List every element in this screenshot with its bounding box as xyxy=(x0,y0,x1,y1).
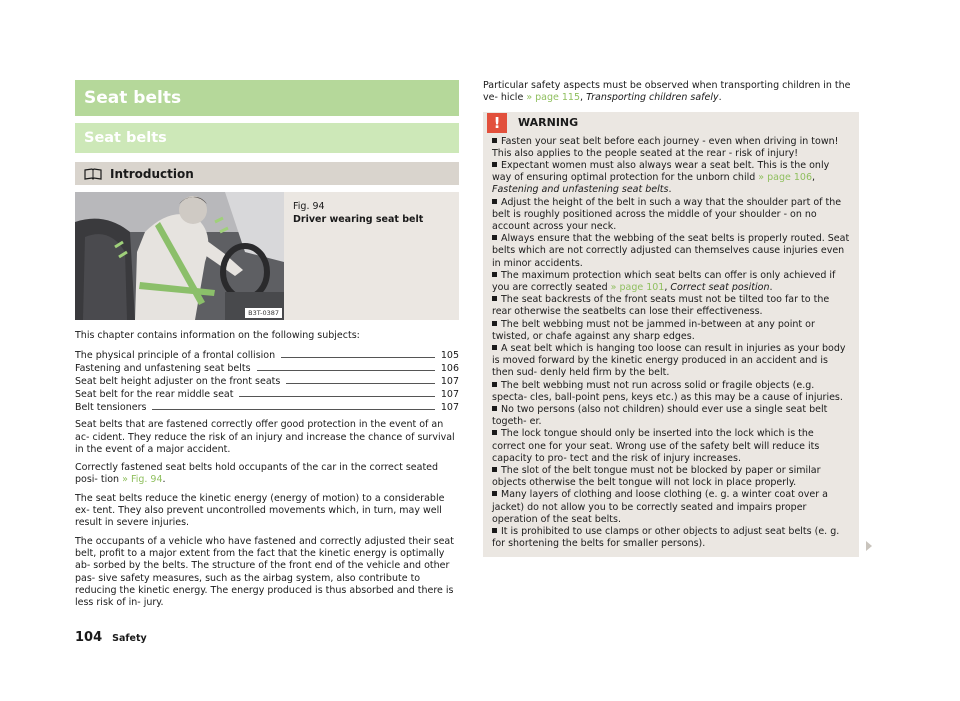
children-safety-end: . xyxy=(718,92,722,104)
bullet-square-icon xyxy=(492,321,497,326)
figure-caption xyxy=(293,200,423,226)
figure-title: Driver wearing seat belt xyxy=(293,214,424,225)
toc-entry[interactable] xyxy=(75,348,459,361)
paragraph-2-text: Correctly fastened seat belts hold occupants of the car in the correct seated posi- tion xyxy=(75,462,439,486)
open-book-icon xyxy=(84,168,102,180)
warning-page-link[interactable]: » page 101 xyxy=(610,282,665,294)
toc-leader-line xyxy=(239,396,434,397)
warning-item xyxy=(492,294,850,318)
warning-title: WARNING xyxy=(518,116,579,130)
warning-item xyxy=(492,233,850,270)
warning-item-text: Expectant women must also always wear a seat belt. This is the only way of ensuring optimal protection for the unborn child xyxy=(492,160,830,184)
bullet-square-icon xyxy=(492,296,497,301)
toc-entry-title: Seat belt height adjuster on the front seats xyxy=(75,376,281,388)
toc-leader-line xyxy=(257,370,435,371)
warning-item-text: A seat belt which is hanging too loose can result in injuries as your body is moved forward by the kinetic energy produced in an accident and is then sud- denly held firm by the belt. xyxy=(492,343,846,379)
warning-list xyxy=(483,136,859,551)
bullet-square-icon xyxy=(492,235,497,240)
toc-leader-line xyxy=(281,357,435,358)
figure-label: Fig. 94 xyxy=(293,201,325,212)
warning-item-text: The lock tongue should only be inserted into the lock which is the correct one for your seat. Wrong use of the safety belt will reduce its capacity to pro- tect and the risk of injury increases. xyxy=(492,428,820,464)
warning-item-ref-title: Correct seat position xyxy=(670,282,770,294)
children-safety-paragraph xyxy=(483,80,859,105)
subjects-intro: This chapter contains information on the following subjects: xyxy=(75,330,360,341)
right-column xyxy=(483,80,859,557)
toc-entry-title: The physical principle of a frontal collision xyxy=(75,350,276,362)
bullet-square-icon xyxy=(492,382,497,387)
bullet-square-icon xyxy=(492,272,497,277)
bullet-square-icon xyxy=(492,345,497,350)
warning-item xyxy=(492,465,850,489)
warning-item-text: It is prohibited to use clamps or other objects to adjust seat belts (e. g. for shortening the belts for smaller persons). xyxy=(492,526,840,550)
warning-header xyxy=(483,112,859,134)
toc-entry-title: Fastening and unfastening seat belts xyxy=(75,363,251,375)
warning-item xyxy=(492,526,850,550)
warning-item xyxy=(492,197,850,234)
toc-entry-title: Belt tensioners xyxy=(75,402,147,414)
warning-item-text: No two persons (also not children) should ever use a single seat belt togeth- er. xyxy=(492,404,828,428)
warning-box xyxy=(483,112,859,557)
bullet-square-icon xyxy=(492,491,497,496)
page-footer xyxy=(75,630,147,645)
toc-entry-title: Seat belt for the rear middle seat xyxy=(75,389,234,401)
warning-item-sep: , xyxy=(664,282,671,294)
toc-entry[interactable] xyxy=(75,387,459,400)
page-number: 104 xyxy=(75,630,103,645)
figure-code: B3T-0387 xyxy=(245,308,282,318)
footer-section: Safety xyxy=(112,633,147,644)
chapter-heading: Seat belts xyxy=(75,80,459,116)
toc-entry[interactable] xyxy=(75,374,459,387)
introduction-label: Introduction xyxy=(110,166,194,181)
bullet-square-icon xyxy=(492,199,497,204)
driver-seat-belt-illustration xyxy=(75,192,284,320)
toc-leader-line xyxy=(286,383,435,384)
bullet-square-icon xyxy=(492,528,497,533)
warning-item-end: . xyxy=(769,282,773,294)
toc-entry[interactable] xyxy=(75,400,459,413)
bullet-square-icon xyxy=(492,406,497,411)
toc-entry-page: 107 xyxy=(440,389,459,401)
warning-item-text: Fasten your seat belt before each journey - even when driving in town! This also applies to the people seated at the rear - risk of injury! xyxy=(492,135,839,159)
warning-item-ref-title: Fastening and unfastening seat belts xyxy=(492,184,669,196)
warning-item-text: Many layers of clothing and loose clothing (e. g. a winter coat over a jacket) do not allow you to be correctly seated and impairs proper operation of the seat belts. xyxy=(492,489,828,525)
page-115-link[interactable]: » page 115 xyxy=(526,92,581,104)
warning-item-sep: , xyxy=(812,172,816,184)
warning-item-text: The belt webbing must not be jammed in-between at any point or twisted, or chafe against any sharp edges. xyxy=(492,318,815,342)
warning-item-text: The slot of the belt tongue must not be blocked by paper or similar objects otherwise the belt tongue will not lock in place properly. xyxy=(492,465,821,489)
warning-item xyxy=(492,160,850,197)
warning-item-text: Always ensure that the webbing of the seat belts is properly routed. Seat belts which are not correctly adjusted can themselves cause injuries even in minor accidents. xyxy=(492,233,850,269)
bullet-square-icon xyxy=(492,467,497,472)
paragraph-2 xyxy=(75,462,459,487)
warning-item-text: The maximum protection which seat belts can offer is only achieved if you are correctly seated xyxy=(492,269,836,294)
warning-item-text: The seat backrests of the front seats must not be tilted too far to the rear otherwise the seatbelts can lose their effectiveness. xyxy=(492,294,830,318)
table-of-contents xyxy=(75,348,459,413)
warning-item xyxy=(492,404,850,428)
continued-arrow-icon xyxy=(866,541,872,551)
paragraph-2-end: . xyxy=(162,474,166,486)
fig-94-link[interactable]: » Fig. 94 xyxy=(122,474,163,486)
paragraph-3: The seat belts reduce the kinetic energy (energy of motion) to a considerable ex- tent. They also prevent uncontrolled movements which, in turn, may well result in severe injuries. xyxy=(75,492,445,529)
warning-item xyxy=(492,428,850,465)
warning-item xyxy=(492,319,850,343)
warning-item xyxy=(492,270,850,294)
toc-leader-line xyxy=(152,409,434,410)
bullet-square-icon xyxy=(492,138,497,143)
toc-entry-page: 106 xyxy=(440,363,459,375)
paragraph-4: The occupants of a vehicle who have fastened and correctly adjusted their seat belt, profit to a major extent from the fact that the kinetic energy is optimally ab- sorbed by the belts. The structure of the front end of the vehicle and other pas- sive safety measures, such as the airbag system, also contribute to reducing the kinetic energy. The energy produced is thus absorbed and there is less risk of in- jury. xyxy=(75,535,454,609)
paragraph-1: Seat belts that are fastened correctly offer good protection in the event of an ac- cident. They reduce the risk of an injury and increase the chance of survival in the event of a major accident. xyxy=(75,419,455,455)
warning-item xyxy=(492,136,850,160)
warning-page-link[interactable]: » page 106 xyxy=(758,172,813,184)
toc-entry-page: 105 xyxy=(440,350,459,362)
toc-entry[interactable] xyxy=(75,361,459,374)
toc-entry-page: 107 xyxy=(440,376,459,388)
warning-item-text: Adjust the height of the belt in such a way that the shoulder part of the belt is roughly positioned across the middle of your shoulder - on no account across your neck. xyxy=(492,196,842,233)
children-safety-sep: , xyxy=(580,92,587,104)
bullet-square-icon xyxy=(492,430,497,435)
warning-item xyxy=(492,380,850,404)
bullet-square-icon xyxy=(492,162,497,167)
children-safety-title: Transporting children safely xyxy=(586,92,719,104)
children-safety-text: Particular safety aspects must be observed when transporting children in the ve- hicle xyxy=(483,80,851,104)
warning-item-end: . xyxy=(668,184,672,196)
figure-box xyxy=(75,192,459,320)
toc-entry-page: 107 xyxy=(440,402,459,414)
warning-item xyxy=(492,343,850,380)
section-heading: Seat belts xyxy=(75,123,459,153)
warning-item-text: The belt webbing must not run across solid or fragile objects (e.g. specta- cles, ball-point pens, keys etc.) as this may be a cause of injuries. xyxy=(492,379,843,403)
introduction-heading xyxy=(75,162,459,185)
warning-exclamation-icon: ! xyxy=(487,113,507,133)
warning-item xyxy=(492,489,850,526)
left-column xyxy=(75,80,459,609)
